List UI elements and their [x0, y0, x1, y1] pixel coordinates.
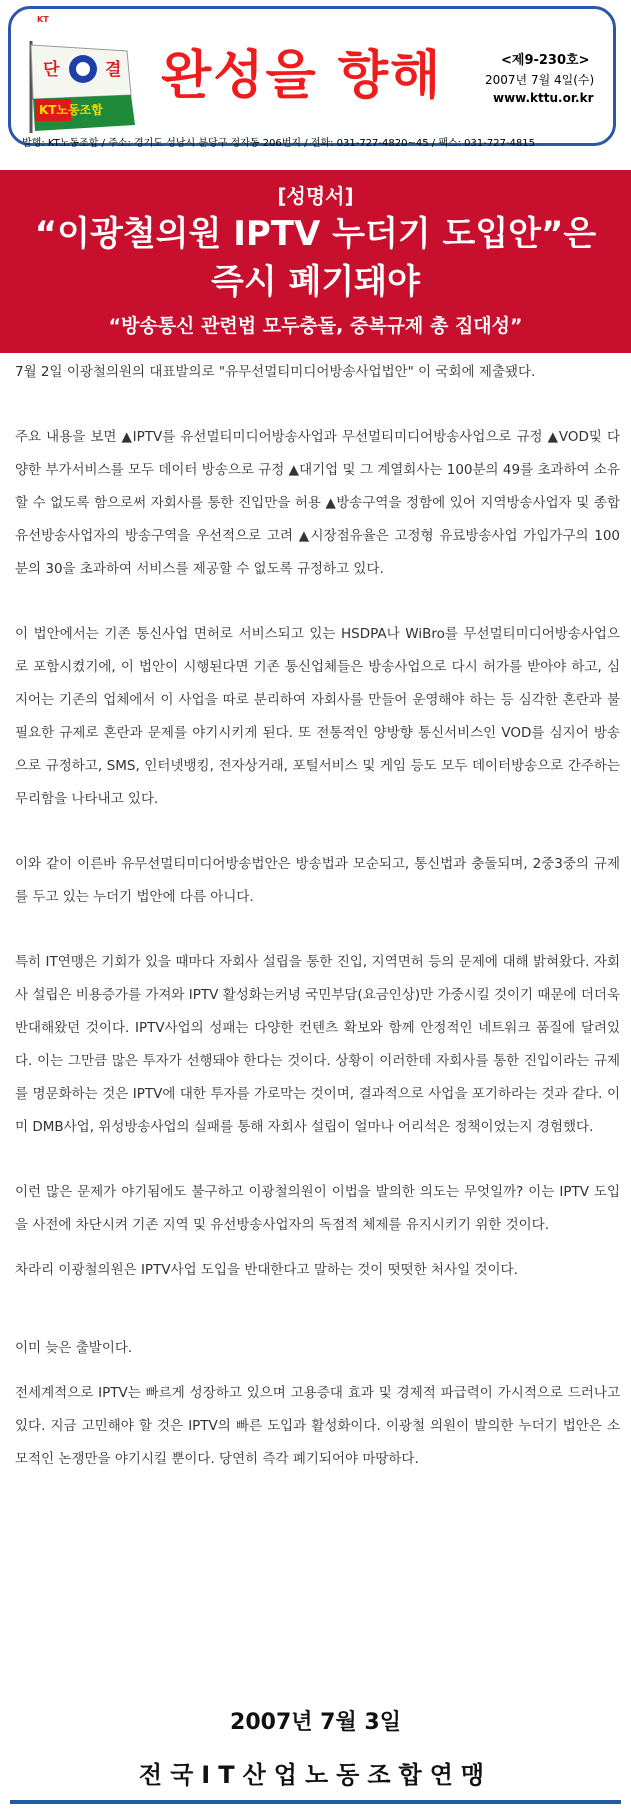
kt-union-flag-logo: [27, 37, 139, 135]
paragraph-1: 7월 2일 이광철의원의 대표발의로 "유무선멀티미디어방송사업법안" 이 국회에 제출됐다.: [15, 364, 536, 380]
statement-banner: [0, 170, 631, 353]
issue-date: 2007년 7월 4일(수): [485, 73, 595, 87]
paragraph-4: 이와 같이 이른바 유무선멀티미디어방송법안은 방송법과 모순되고, 통신법과 충돌되며, 2중3중의 규제를 두고 있는 누더기 법안에 다름 아니다.: [15, 856, 620, 905]
newsletter-header: [8, 6, 616, 146]
paragraph-5: 특히 IT연맹은 기회가 있을 때마다 자회사 설립을 통한 진입, 지역면허 등의 문제에 대해 밝혀왔다. 자회사 설립은 비용증가를 가져와 IPTV 활성화는커녕 국민부담(요금인상)만 가중시킬 것이기 때문에 더더욱 반대해왔던 것이다. IPTV사업의 성패는 다양한 컨텐츠 확보와 함께 안정적인 네트워크 품질에 달려있다. 이는 그만큼 많은 투자가 선행돼야 한다는 것이다. 상황이 이러한데 자회사를 통한 진입이라는 규제를 명문화하는 것은 IPTV에 대한 투자를 가로막는 것이며, 결과적으로 사업을 포기하라는 것과 같다. 이미 DMB사업, 위성방송사업의 실패를 통해 자회사 설립이 얼마나 어리석은 정책이었는지 경험했다.: [15, 954, 620, 1135]
issue-number: <제9-230호>: [501, 53, 590, 68]
flag-text-bottom: KT노동조합: [39, 103, 103, 117]
flag-text-left: 단: [43, 60, 60, 80]
subheadline: “방송통신 관련법 모두충돌, 중복규제 총 집대성”: [108, 315, 523, 337]
paragraph-6: 이런 많은 문제가 야기됨에도 불구하고 이광철의원이 이법을 발의한 의도는 무엇일까? 이는 IPTV 도입을 사전에 차단시켜 기존 지역 및 유선방송사업자의 독점적 체제를 유지시키기 위한 것이다.: [15, 1184, 620, 1233]
website-url: www.kttu.or.kr: [493, 91, 594, 105]
statement-body: [15, 356, 620, 1476]
flag-text-right: 결: [105, 60, 122, 80]
paragraph-2: 주요 내용을 보면 ▲IPTV를 유선멀티미디어방송사업과 무선멀티미디어방송사업으로 규정 ▲VOD및 다양한 부가서비스를 모두 데이터 방송으로 규정 ▲대기업 및 그 계열회사는 100분의 49를 초과하여 소유할 수 없도록 함으로써 자회사를 통한 진입만을 허용 ▲방송구역을 정함에 있어 지역방송사업자 및 종합유선방송사업자의 방송구역을 우선적으로 고려 ▲시장점유율은 고정형 유료방송사업 가입가구의 100분의 30을 초과하여 서비스를 제공할 수 없도록 규정하고 있다.: [15, 429, 620, 577]
statement-tag: [성명서]: [277, 184, 354, 208]
publisher-info-bar: 발행: KT노동조합 / 주소: 경기도 성남시 분당구 정자동 206번지 / 전화: 031-727-4820~45 / 팩스: 031-727-4815: [22, 138, 536, 149]
paragraph-7: 차라리 이광철의원은 IPTV사업 도입을 반대한다고 말하는 것이 떳떳한 처사일 것이다.: [15, 1262, 518, 1278]
paragraph-8: 이미 늦은 출발이다.: [15, 1340, 133, 1356]
headline-line-2: 즉시 폐기돼야: [211, 262, 420, 302]
headline-line-1: “이광철의원 IPTV 누더기 도입안”은: [34, 214, 597, 254]
signature-date: 2007년 7월 3일: [230, 1710, 401, 1735]
paragraph-9: 전세계적으로 IPTV는 빠르게 성장하고 있으며 고용증대 효과 및 경제적 파급력이 가시적으로 드러나고 있다. 지금 고민해야 할 것은 IPTV의 빠른 도입과 활성화이다. 이광철 의원이 발의한 누더기 법안은 소모적인 논쟁만을 야기시킬 뿐이다. 당연히 즉각 폐기되어야 마땅하다.: [15, 1385, 620, 1467]
paragraph-3: 이 법안에서는 기존 통신사업 면허로 서비스되고 있는 HSDPA나 WiBro를 무선멀티미디어방송사업으로 포함시켰기에, 이 법안이 시행된다면 기존 통신업체들은 방송사업으로 다시 허가를 받아야 하고, 심지어는 기존의 업체에서 이 사업을 따로 분리하여 자회사를 만들어 운영해야 하는 등 심각한 혼란과 불필요한 규제로 혼란과 문제를 야기시키게 된다. 또 전통적인 양방향 통신서비스인 VOD를 심지어 방송으로 규정하고, SMS, 인터넷뱅킹, 전자상거래, 포털서비스 및 게임 등도 모두 데이터방송으로 간주하는 무리함을 나타내고 있다.: [15, 626, 620, 807]
newsletter-title: 완성을 향해: [161, 46, 443, 106]
signature-organization: 전국IT산업노동조합연맹: [138, 1761, 493, 1789]
kt-small-logo: KT: [37, 15, 49, 24]
footer-divider: [10, 1800, 621, 1804]
